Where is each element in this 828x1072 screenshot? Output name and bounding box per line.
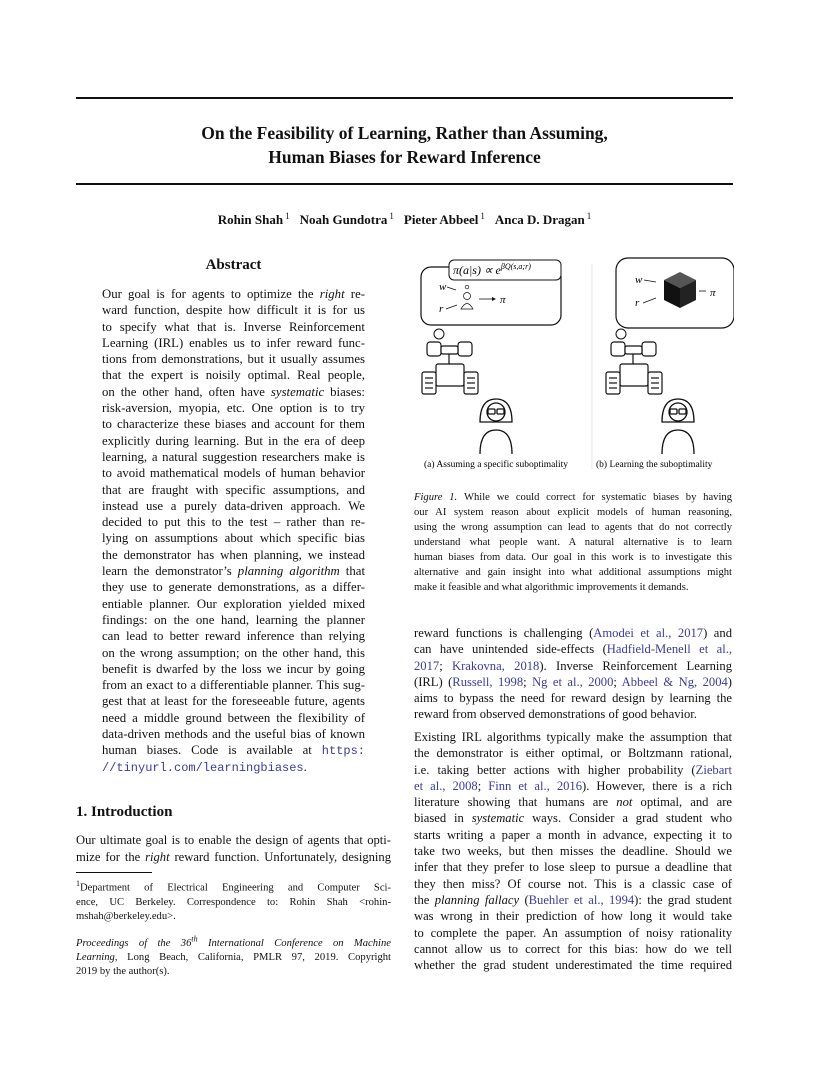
text-line: from an exact to a differentiable planner. This sug- [102, 678, 365, 693]
abstract-code-line [102, 742, 365, 758]
code-link-part2[interactable]: //tinyurl.com/learningbiases [102, 760, 304, 775]
robot-icon-b [606, 342, 662, 394]
emphasis: right [319, 287, 345, 301]
text-line: starts writing a paper a month in advance, expecting it to [414, 827, 732, 842]
text-line: Our goal is for agents to optimize the right re- [102, 287, 366, 301]
bubble-dot-a [434, 329, 444, 339]
top-rule [76, 97, 733, 99]
intro-body [76, 832, 391, 865]
text-line: infer that they prefer to lose sleep to pursue a deadline that [414, 860, 732, 875]
text-line: to complete the paper. An assumption of noisy rationality [414, 925, 732, 940]
author-name: Noah Gundotra $^1$ [299, 211, 394, 228]
text-line: i.e. taking better actions with higher probability (Ziebart [414, 762, 732, 777]
intro-line-1: Our ultimate goal is to enable the design of agents that opti- [76, 833, 391, 847]
text-line: to characterize these biases and account for them [102, 417, 365, 432]
affiliation-footnote [76, 877, 391, 924]
text-line: data-driven methods and the useful bias of known [102, 727, 365, 742]
footnote-line-3: mshah@berkeley.edu>. [76, 910, 176, 922]
text-line: tions from demonstrations, but it usually assumes [102, 352, 365, 367]
footnote-mark: 1 [76, 879, 80, 888]
caption-line: understand what people want. A natural alternative is to learn [414, 537, 732, 548]
caption-line: human biases from data. Our goal in this work is to investigate this [414, 552, 732, 563]
proceedings-line-1 [76, 932, 391, 951]
proc-1b: International Conference on Machine [207, 937, 391, 949]
fig-a-pi-label: π [500, 294, 506, 306]
caption-line: our AI system reason about explicit models of human reasoning, [414, 507, 732, 518]
abstract-body [102, 286, 365, 775]
text-line: to avoid mathematical models of human behavior [102, 466, 365, 481]
human-icon-b [662, 399, 694, 454]
author-name: Pieter Abbeel $^1$ [403, 211, 485, 228]
figure-illustration [414, 254, 734, 474]
fig-b-w-label: w [635, 274, 643, 286]
intro-line-2 [76, 849, 391, 866]
citation-link[interactable]: Krakovna, 2018 [452, 658, 540, 673]
caption-line: Figure 1. While we could correct for systematic biases by having [414, 492, 732, 503]
text-line: on the other hand, often have systematic biases: [102, 384, 365, 399]
text-line: Existing IRL algorithms typically make the assumption that [414, 730, 732, 744]
emphasis: planning algorithm [237, 564, 340, 579]
text-line: Learning (IRL) enables us to infer reward func- [102, 335, 365, 350]
text-line: findings: on the one hand, learning the planner [102, 612, 365, 627]
citation-link[interactable]: 2017 [414, 658, 440, 673]
text-line: reward from observed demonstrations of good behavior. [414, 707, 697, 722]
paper-title [76, 121, 733, 169]
intro-emph-right: right [145, 849, 170, 864]
proceedings-note [76, 932, 391, 979]
abstract-lines [102, 286, 365, 742]
author-name: Rohin Shah $^1$ [217, 211, 290, 228]
text-line: can lead to better reward inference than relying [102, 629, 365, 644]
citation-link[interactable]: Ziebart [695, 762, 732, 777]
title-line-2: Human Biases for Reward Inference [268, 147, 541, 167]
subcaption-b: (b) Learning the suboptimality [596, 460, 713, 470]
text-line: 2017; Krakovna, 2018). Inverse Reinforcement Learning [414, 658, 733, 673]
text-line: can have unintended side-effects (Hadfield-Menell et al., [414, 642, 732, 657]
proc-sup: th [191, 934, 198, 943]
text-line: the planning fallacy (Buehler et al., 1994): the grad student [414, 892, 732, 907]
citation-link[interactable]: Amodei et al., 2017 [593, 626, 704, 640]
text-line: ward function, despite how difficult it is for us [102, 303, 365, 318]
caption-line: make it feasible and what algorithmic improvements it demands. [414, 582, 689, 593]
emphasis: planning fallacy [434, 892, 520, 907]
footnote-text-1: Department of Electrical Engineering and Computer Sci- [80, 882, 391, 894]
emphasis: not [616, 795, 633, 810]
fig-a-r-label: r [439, 303, 444, 315]
text-line: learning, a natural suggestion researchers make is [102, 449, 365, 464]
formula-text: $\pi(a|s) \propto e^{\beta Q(s,a;r)}$ [453, 262, 531, 277]
fig-a-w-label: w [439, 281, 447, 293]
right-column-paragraph-2 [414, 729, 732, 973]
citation-link[interactable]: Ng et al., 2000 [532, 674, 614, 689]
text-line: that the expert is noisily optimal. Real people, [102, 368, 365, 383]
text-line: that are fraught with specific assumptions, and [102, 482, 365, 497]
author-list [76, 211, 733, 228]
text-line: entiable planner. Our exploration yielded mixed [102, 596, 365, 611]
text-line: gest that at least for the foreseeable future, agents [102, 694, 365, 709]
proceedings-line-3: 2019 by the author(s). [76, 965, 170, 977]
text-line: literature showing that humans are not optimal, and are [414, 795, 732, 810]
right-column-paragraph-1 [414, 625, 732, 723]
caption-label: Figure 1. [414, 492, 464, 503]
proc-2b: , Long Beach, California, PMLR 97, 2019. Copyright [114, 951, 391, 963]
author-affiliation-mark: 1 [586, 211, 592, 221]
text-line: (IRL) (Russell, 1998; Ng et al., 2000; Abbeel & Ng, 2004) [414, 674, 732, 689]
text-line: on the wrong assumption; on the other hand, this [102, 645, 365, 660]
text-line: take two weeks, but then misses the deadline. Should we [414, 844, 732, 859]
fig-b-r-label: r [635, 297, 640, 309]
text-line: they then miss? Of course not. This is a classic case of [414, 876, 732, 891]
footnote-rule [76, 872, 152, 873]
section-heading-introduction: 1. Introduction [76, 804, 173, 820]
text-line: need a middle ground between the flexibility of [102, 710, 365, 725]
abstract-code-text: human biases. Code is available at [102, 743, 312, 758]
subcaption-a: (a) Assuming a specific suboptimality [424, 460, 569, 470]
text-line: instead use a purely data-driven approach. We [102, 498, 365, 513]
title-line-1: On the Feasibility of Learning, Rather than Assuming, [201, 123, 608, 143]
figure-caption [414, 490, 732, 595]
text-line: cannot allow us to correct for this bias: how do we tell [414, 941, 732, 956]
emphasis: systematic [270, 384, 325, 399]
text-line: aims to bypass the need for reward design by learning the [414, 691, 732, 706]
text-line: the demonstrator is either optimal, or Boltzmann rational, [414, 746, 732, 761]
text-line: reward functions is challenging (Amodei et al., 2017) and [414, 626, 732, 640]
author-name: Anca D. Dragan $^1$ [494, 211, 592, 228]
author-affiliation-mark: 1 [480, 211, 485, 221]
citation-link[interactable]: Finn et al., 2016 [488, 778, 583, 793]
caption-line: alternative and gain insight into what additional assumptions might [414, 567, 732, 578]
caption-line: using the wrong assumption can lead to agents that do not correctly [414, 522, 732, 533]
title-bottom-rule [76, 183, 733, 185]
text-line: the demonstrator has when planning, we instead [102, 547, 365, 562]
author-affiliation-mark: 1 [389, 211, 394, 221]
citation-link[interactable]: Hadfield-Menell et al., [606, 642, 732, 657]
author-affiliation-mark: 1 [285, 211, 290, 221]
code-link-part1[interactable]: https: [321, 744, 365, 759]
abstract-heading: Abstract [205, 257, 262, 273]
proc-1a: Proceedings of the 36 [76, 937, 192, 949]
text-line: to specify what that is. Inverse Reinforcement [102, 319, 365, 334]
text-line: whether the grad student underestimated the time required [414, 958, 732, 973]
bubble-dot-b [616, 329, 626, 339]
fig-b-pi-label: π [710, 287, 716, 299]
intro-line-2c: reward function. Unfortunately, designing [174, 849, 392, 864]
figure-1 [414, 254, 734, 474]
text-line: was wrong in their prediction of how long it would take [414, 909, 732, 924]
text-line: decided to put this to the test – rather than re- [102, 515, 365, 530]
text-line: they use to generate demonstrations, as a differ- [102, 580, 365, 595]
text-line: explicitly during learning. But in the era of deep [102, 433, 365, 448]
text-line: lying on assumptions about which specific bias [102, 531, 365, 546]
citation-link[interactable]: Abbeel & Ng, 2004 [621, 674, 728, 689]
citation-link[interactable]: Russell, 1998 [452, 674, 524, 689]
intro-line-2a: mize for the [76, 849, 141, 864]
footnote-line-2: ence, UC Berkeley. Correspondence to: Rohin Shah <rohin- [76, 896, 391, 908]
text-line: biased in systematic ways. Consider a grad student who [414, 811, 732, 826]
emphasis: systematic [471, 811, 525, 826]
proceedings-line-2 [76, 951, 391, 965]
citation-link[interactable]: et al., 2008 [414, 778, 478, 793]
text-line: learn the demonstrator’s planning algorithm that [102, 564, 366, 579]
text-line: risk-aversion, myopia, etc. One option is to try [102, 401, 365, 416]
robot-icon-a [422, 342, 478, 394]
human-icon-a [480, 399, 512, 454]
abstract-code-line-2 [102, 759, 365, 775]
abstract-end-period: . [303, 759, 307, 774]
text-line: benefit is dwarfed by the loss we incur by going [102, 661, 365, 676]
text-line: et al., 2008; Finn et al., 2016). However, there is a rich [414, 778, 732, 793]
footnote-line-1 [76, 877, 391, 896]
citation-link[interactable]: Buehler et al., 1994 [528, 892, 635, 907]
proc-2a: Learning [76, 951, 115, 963]
